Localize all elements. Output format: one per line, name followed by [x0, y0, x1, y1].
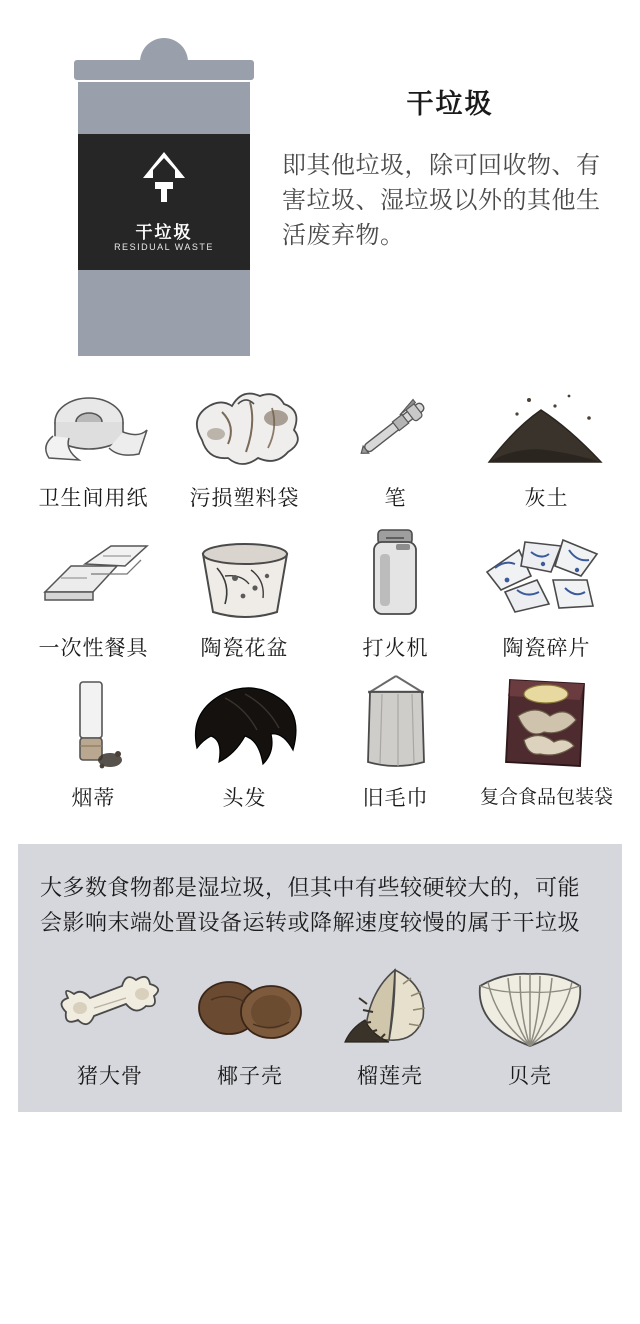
item-cell: [471, 670, 622, 812]
hair-icon: [169, 670, 320, 774]
disposable-tableware-icon: [18, 520, 169, 624]
soiled-plastic-bag-icon: [169, 370, 320, 474]
item-row-2: [0, 520, 640, 662]
item-label: 一次性餐具: [38, 637, 149, 660]
bin-label-en: RESIDUAL WASTE: [114, 242, 214, 252]
ceramic-shards-icon: [471, 520, 622, 624]
item-label: 灰土: [524, 487, 569, 510]
item-cell: [320, 370, 471, 512]
old-towel-icon: [320, 670, 471, 774]
item-row-3: [0, 670, 640, 812]
item-cell: [18, 370, 169, 512]
bin-label-band: [78, 134, 250, 270]
note-panel: [18, 844, 622, 1112]
cigarette-butt-icon: [18, 670, 169, 774]
coconut-shell-icon: [180, 956, 320, 1052]
item-cell: [40, 956, 180, 1090]
item-label: 贝壳: [508, 1065, 552, 1089]
item-cell: [320, 520, 471, 662]
item-label: 陶瓷花盆: [200, 637, 289, 660]
item-cell: [320, 670, 471, 812]
page-description: 即其他垃圾，除可回收物、有害垃圾、湿垃圾以外的其他生活废弃物。: [282, 152, 601, 249]
item-row-1: [0, 370, 640, 512]
item-label: 榴莲壳: [357, 1065, 423, 1089]
lighter-icon: [320, 520, 471, 624]
pork-bone-icon: [40, 956, 180, 1052]
page-title: 干垃圾: [406, 89, 494, 119]
item-cell: [18, 520, 169, 662]
seashell-icon: [460, 956, 600, 1052]
header: [0, 0, 640, 362]
item-cell: [169, 370, 320, 512]
durian-shell-icon: [320, 956, 460, 1052]
item-label: 椰子壳: [217, 1065, 283, 1089]
item-cell: [320, 956, 460, 1090]
item-label: 陶瓷碎片: [502, 637, 591, 660]
item-cell: [460, 956, 600, 1090]
residual-waste-icon: [78, 148, 250, 211]
bin-label-cn: 干垃圾: [135, 223, 193, 242]
item-label: 复合食品包装袋: [479, 787, 613, 808]
item-label: 烟蒂: [71, 787, 116, 810]
ceramic-flowerpot-icon: [169, 520, 320, 624]
item-cell: [169, 670, 320, 812]
item-label: 笔: [384, 487, 407, 510]
bin-lid: [74, 60, 254, 80]
item-label: 卫生间用纸: [38, 487, 149, 510]
item-label: 猪大骨: [77, 1065, 143, 1089]
header-text-block: [274, 22, 618, 362]
dust-pile-icon: [471, 370, 622, 474]
pen-icon: [320, 370, 471, 474]
item-label: 头发: [222, 787, 267, 810]
item-cell: [18, 670, 169, 812]
item-label: 打火机: [362, 637, 429, 660]
item-label: 污损塑料袋: [189, 487, 300, 510]
item-cell: [471, 520, 622, 662]
note-item-row: [40, 956, 600, 1090]
toilet-paper-icon: [18, 370, 169, 474]
item-cell: [471, 370, 622, 512]
residual-waste-bin-illustration: [48, 22, 274, 362]
bin-lid-knob: [140, 38, 188, 62]
item-label: 旧毛巾: [362, 787, 429, 810]
item-cell: [169, 520, 320, 662]
item-cell: [180, 956, 320, 1090]
composite-food-package-icon: [471, 670, 622, 774]
note-text: 大多数食物都是湿垃圾，但其中有些较硬较大的，可能会影响末端处置设备运转或降解速度较慢的属于干垃圾: [40, 875, 581, 936]
